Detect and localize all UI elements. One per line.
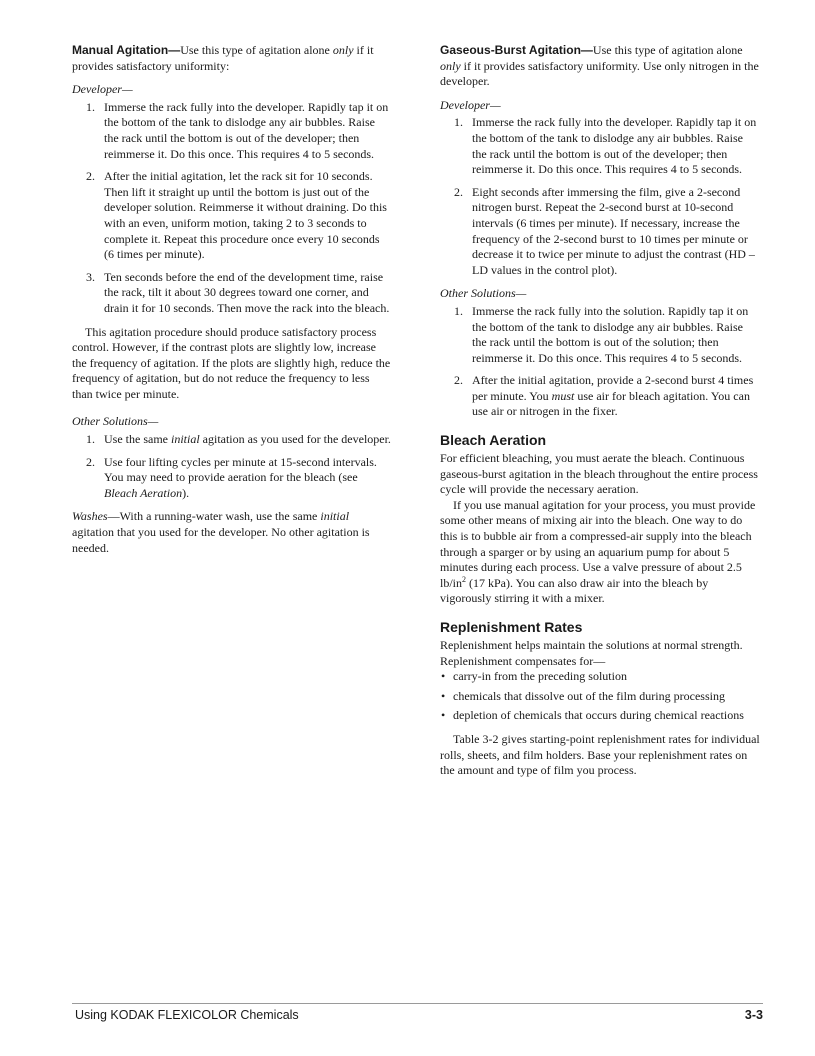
list-item: 2. Eight seconds after immersing the film, give a 2-second nitrogen burst. Repeat the 2-second burst at 10-second intervals (6 times per minute). If necessary, increase the frequency of the 2-second burst to 10 times per minute or decrease it to twice per minute to adjust the contrast (HD – LD values in the control plot). [454,184,755,277]
manual-agitation-intro: Manual Agitation—Use this type of agitation alone only if it provides satisfactory uniformity: [72,43,374,73]
bullet-icon: • [441,669,446,684]
list-item: 1. Use the same initial agitation as you used for the developer. [86,432,391,447]
manual-agitation-heading: Manual Agitation— [72,43,181,57]
list-item: • chemicals that dissolve out of the film during processing [441,688,725,703]
replenishment-paragraph-2: Table 3-2 gives starting-point replenishment rates for individual rolls, sheets, and film holders. Base your replenishment rates on the amount and type of film you process. [440,731,760,778]
procedure-paragraph: This agitation procedure should produce satisfactory process control. However, if the contrast plots are slightly low, increase the frequency of agitation. If the plots are slightly high, reduce the frequency of agitation, but do not reduce the frequency to less than twice per minute. [72,324,391,401]
replenishment-paragraph-1: Replenishment helps maintain the solutions at normal strength. Replenishment compensates for— [440,638,743,668]
bullet-icon: • [441,708,446,723]
list-item: 1. Immerse the rack fully into the developer. Rapidly tap it on the bottom of the tank to dislodge any air bubbles. Raise the rack until the bottom is out of the developer; then reimmerse it. Do this once. This requires 4 to 5 seconds. [86,99,389,161]
other-solutions-list [72,432,392,501]
gaseous-agitation-intro: Gaseous-Burst Agitation—Use this type of agitation alone only if it provides satisfactory uniformity. Use only nitrogen in the developer. [440,43,759,89]
bullet-icon: • [441,688,446,703]
bleach-paragraph-2: If you use manual agitation for your process, you must provide some other means of mixing air into the bleach. One way to do this is to bubble air from a compressed-air supply into the bleach through a sparger or by using an aquarium pump for about 5 minutes during each process. Use a valve pressure of about 2.5 $lb/in^2$ (17 kPa). You can also draw air into the bleach by vigorously stirring it with a mixer. [440,497,756,606]
bleach-paragraph-1: For efficient bleaching, you must aerate the bleach. Continuous gaseous-burst agitation in the bleach throughout the entire process cycle will provide the necessary aeration. [440,451,758,497]
list-item: 1. Immerse the rack fully into the solution. Rapidly tap it on the bottom of the tank to dislodge any air bubbles. Raise the rack until the bottom is out of the solution; then reimmerse it. Do this once. This requires 4 to 5 seconds. [454,303,749,365]
washes-paragraph: Washes—With a running-water wash, use the same initial agitation that you used for the developer. No other agitation is needed. [72,509,370,555]
list-item: • depletion of chemicals that occurs during chemical reactions [441,708,744,723]
other-solutions-list [440,304,760,420]
gaseous-agitation-heading: Gaseous-Burst Agitation— [440,43,593,57]
developer-steps-list [440,115,760,278]
footer-title: Using KODAK FLEXICOLOR Chemicals [75,1008,299,1022]
developer-label: Developer— [440,97,501,112]
developer-steps-list [72,100,392,317]
page-number: 3-3 [744,1008,763,1022]
right-column [440,43,760,787]
list-item: 2. After the initial agitation, let the rack sit for 10 seconds. Then lift it straight up until the bottom is just out of the developer solution. Reimmerse it without draining. Do this with an even, uniform motion, taking 2 to 3 seconds to complete it. Repeat this procedure once every 10 seconds (6 times per minute). [86,169,387,262]
list-item: 3. Ten seconds before the end of the development time, raise the rack, tilt it about 30 degrees toward one corner, and drain it for 10 seconds. Then move the rack into the bleach. [86,269,390,315]
page-footer [72,1003,763,1022]
list-item: 2. Use four lifting cycles per minute at 15-second intervals. You may need to provide aeration for the bleach (see Bleach Aeration). [86,454,377,500]
replenishment-bullet-list [440,669,760,724]
list-item: • carry-in from the preceding solution [441,669,627,684]
list-item: 1. Immerse the rack fully into the developer. Rapidly tap it on the bottom of the tank to dislodge any air bubbles. Raise the rack until the bottom is out of the developer; then reimmerse it. Do this once. This requires 4 to 5 seconds. [454,115,757,177]
bleach-aeration-heading: Bleach Aeration [440,432,547,449]
developer-label: Developer— [72,82,133,97]
other-solutions-label: Other Solutions— [440,286,527,301]
other-solutions-label: Other Solutions— [72,414,159,429]
replenishment-rates-heading: Replenishment Rates [440,619,583,635]
left-column [72,43,392,564]
list-item: 2. After the initial agitation, provide a 2-second burst 4 times per minute. You must use air for bleach agitation. You can use air or nitrogen in the fixer. [454,373,754,419]
